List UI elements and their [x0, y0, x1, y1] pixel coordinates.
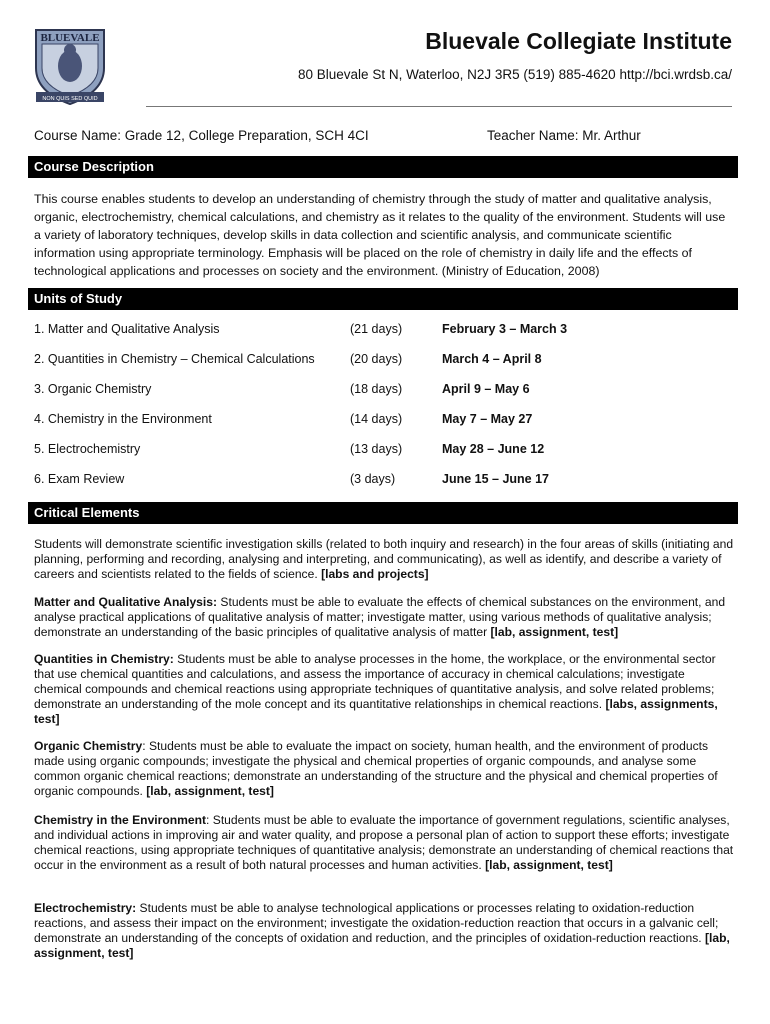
unit-days: (18 days) — [350, 382, 403, 396]
critical-intro-paragraph — [34, 537, 734, 582]
unit-days: (14 days) — [350, 412, 403, 426]
critical-element-title: Organic Chemistry — [34, 739, 143, 753]
unit-dates: June 15 – June 17 — [442, 472, 550, 486]
critical-element-tag: [labs, assignments, test] — [34, 697, 718, 726]
unit-dates: May 28 – June 12 — [442, 442, 545, 456]
critical-element-paragraph — [34, 652, 734, 727]
critical-element-tag: [lab, assignment, test] — [485, 858, 613, 872]
unit-days: (3 days) — [350, 472, 396, 486]
critical-element-title: Electrochemistry: — [34, 901, 137, 915]
unit-dates: February 3 – March 3 — [442, 322, 568, 336]
header-divider — [146, 106, 732, 107]
course-name: Course Name: Grade 12, College Preparation, SCH 4CI — [34, 128, 369, 143]
unit-days: (13 days) — [350, 442, 403, 456]
critical-elements-heading: Critical Elements — [28, 502, 738, 524]
critical-element-title: Chemistry in the Environment — [34, 813, 207, 827]
unit-row — [34, 322, 734, 340]
course-description-text: This course enables students to develop an understanding of chemistry through the study of matter and qualitative analysis, organic, electrochemistry, chemical calculations, and chemistry as it relates to the quality of the environment. Students will use a variety of laboratory techniques, develop skills in data collection and scientific analysis, and communicate scientific information using appropriate terminology. Emphasis will be placed on the role of chemistry in daily life and the effects of technological applications and processes on society and the environment. (Ministry of Education, 2008) — [34, 192, 726, 278]
unit-days: (20 days) — [350, 352, 403, 366]
critical-element-paragraph — [34, 739, 734, 799]
units-of-study-heading: Units of Study — [28, 288, 738, 310]
unit-dates: April 9 – May 6 — [442, 382, 530, 396]
unit-dates: May 7 – May 27 — [442, 412, 533, 426]
critical-element-paragraph — [34, 813, 734, 873]
critical-element-tag: [lab, assignment, test] — [490, 625, 619, 639]
unit-row — [34, 352, 734, 370]
course-description-heading: Course Description — [28, 156, 738, 178]
crest-title: BLUEVALE — [40, 32, 100, 44]
critical-element-tag: [lab, assignment, test] — [146, 784, 274, 798]
critical-element-text: Students must be able to analyse processes in the home, the workplace, or the environmental sector that use chemical quantities and calculations, and assess the importance of accuracy in chemical calculations; investigate chemical compounds and chemical reactions using appropriate techniques of quantitative analysis, and solve related problems; demonstrate an understanding of the mole concept and its quantitative relationships in chemical reactions. — [34, 652, 716, 711]
critical-element-text: : Students must be able to evaluate the impact on society, human health, and the environment of products made using organic compounds; investigate the physical and chemical properties of organic compounds, and analyse some common organic chemical reactions; demonstrate an understanding of the structure and the physical and chemical properties of organic compounds. — [34, 739, 718, 798]
school-name: Bluevale Collegiate Institute — [425, 28, 732, 54]
unit-row — [34, 442, 734, 460]
critical-intro-tag: [labs and projects] — [321, 567, 429, 581]
critical-element-text: Students must be able to analyse technological applications or processes relating to oxidation-reduction reactions, and assess their impact on the environment; investigate the oxidation-reduction reaction that occurs in a galvanic cell; demonstrate an understanding of the concepts of oxidation and reduction, and the principles of oxidation-reduction reactions. — [34, 901, 719, 945]
teacher-name: Teacher Name: Mr. Arthur — [487, 128, 641, 143]
critical-intro-text: Students will demonstrate scientific investigation skills (related to both inquiry and research) in the four areas of skills (initiating and planning, performing and recording, analysing and interpreting, and communicating), as well as identify, and describe a variety of careers and scientists related to the fields of science. — [34, 537, 734, 581]
unit-dates: March 4 – April 8 — [442, 352, 542, 366]
unit-name: 5. Electrochemistry — [34, 442, 141, 456]
critical-element-text: Students must be able to evaluate the effects of chemical substances on the environment, and analyse practical applications of qualitative analysis of matter; investigate matter, using various methods of qualitative analysis; demonstrate an understanding of the basic principles of qualitative analysis of matter — [34, 595, 726, 639]
unit-row — [34, 412, 734, 430]
unit-name: 1. Matter and Qualitative Analysis — [34, 322, 220, 336]
critical-element-paragraph — [34, 595, 734, 640]
critical-element-title: Matter and Qualitative Analysis: — [34, 595, 218, 609]
crest-motto: NON QUIS SED QUID — [42, 96, 98, 102]
unit-days: (21 days) — [350, 322, 403, 336]
unit-name: 6. Exam Review — [34, 472, 125, 486]
critical-element-tag: [lab, assignment, test] — [34, 931, 730, 960]
unit-name: 3. Organic Chemistry — [34, 382, 152, 396]
critical-element-paragraph — [34, 901, 734, 961]
critical-element-text: : Students must be able to evaluate the importance of government regulations, scientific analyses, and individual actions in improving air and water quality, and propose a personal plan of action to support these efforts; investigate chemical reactions, using appropriate techniques of quantitative analysis; demonstrate an understanding of chemical reactions that occur in the environment as a result of both natural processes and human activities. — [34, 813, 734, 872]
unit-row — [34, 382, 734, 400]
unit-row — [34, 472, 734, 490]
critical-element-title: Quantities in Chemistry: — [34, 652, 174, 666]
school-address: 80 Bluevale St N, Waterloo, N2J 3R5 (519) 885-4620 http://bci.wrdsb.ca/ — [298, 67, 732, 82]
school-crest-logo — [30, 26, 110, 106]
unit-name: 2. Quantities in Chemistry – Chemical Calculations — [34, 352, 315, 366]
unit-name: 4. Chemistry in the Environment — [34, 412, 212, 426]
